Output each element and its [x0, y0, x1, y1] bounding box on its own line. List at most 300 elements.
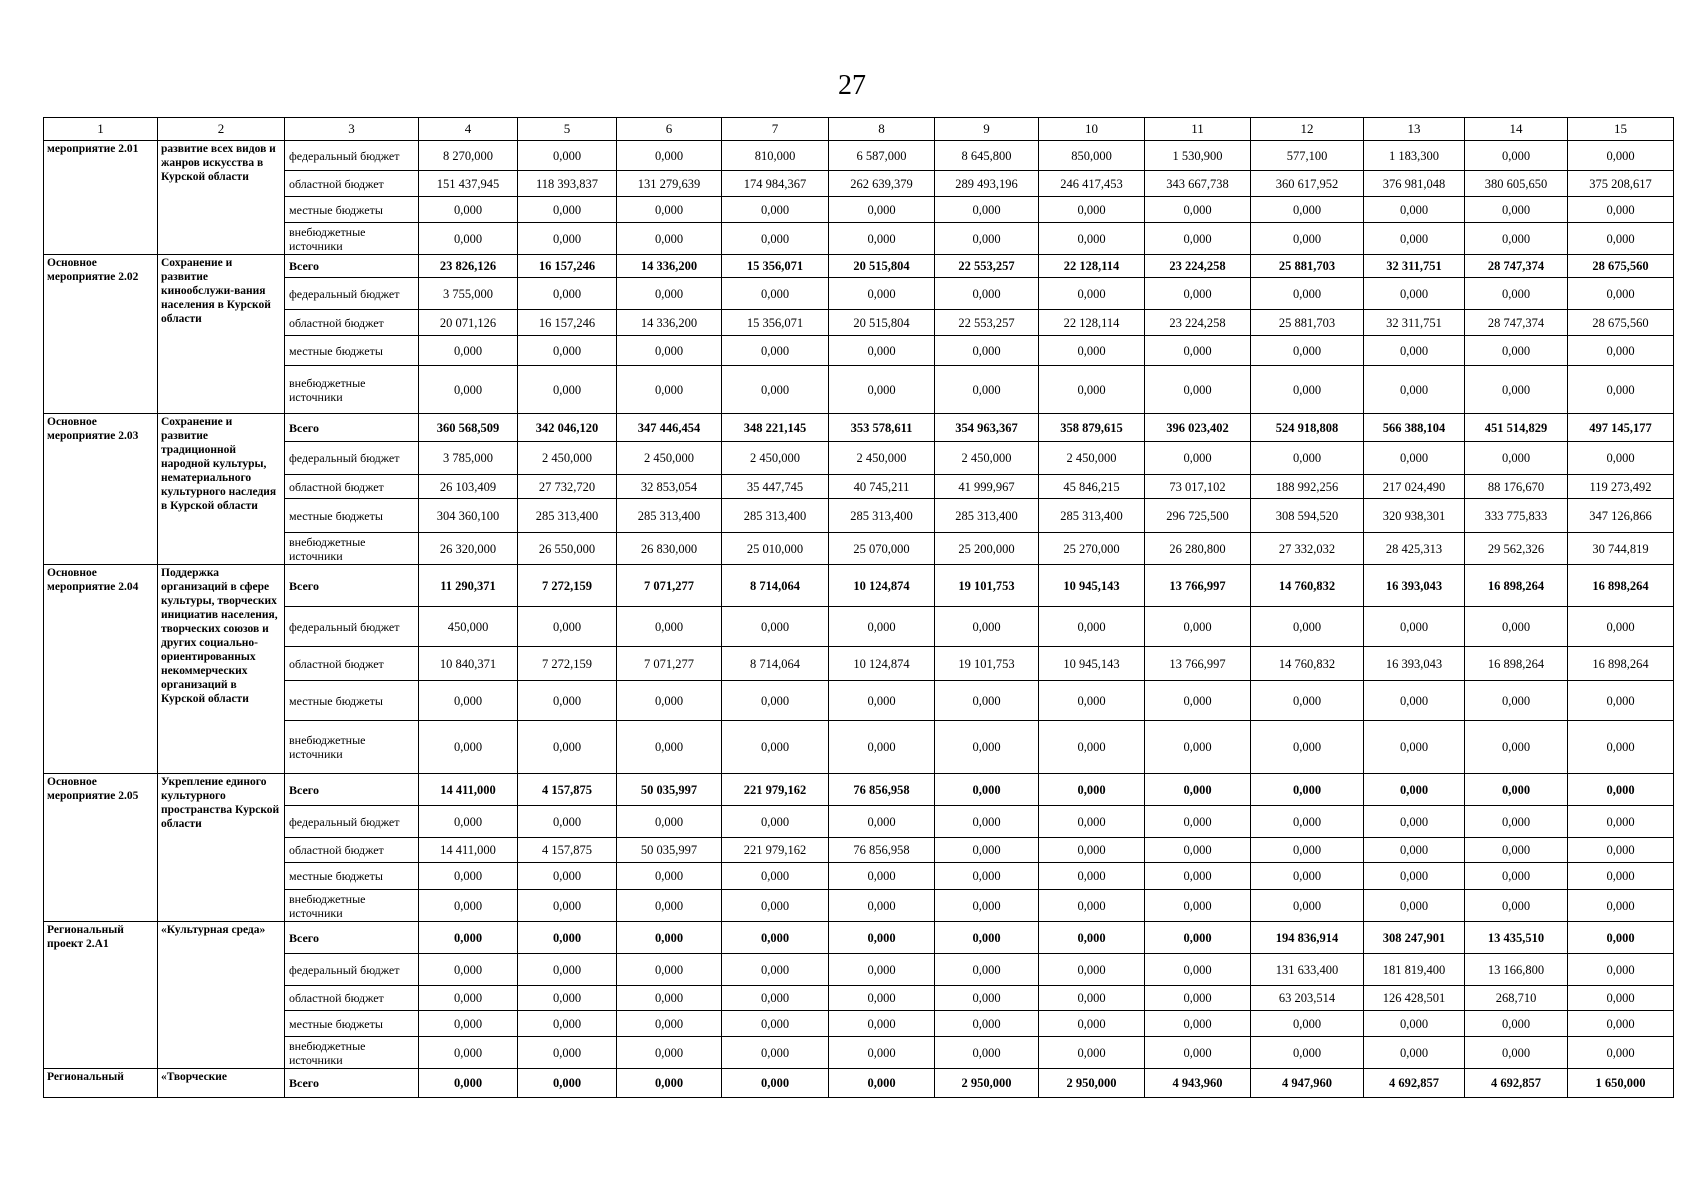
amount-cell: 0,000 — [935, 607, 1039, 647]
amount-cell: 0,000 — [1364, 681, 1465, 721]
amount-cell: 1 183,300 — [1364, 141, 1465, 171]
amount-cell: 1 530,900 — [1145, 141, 1251, 171]
amount-cell: 0,000 — [935, 1037, 1039, 1069]
amount-cell: 0,000 — [617, 607, 722, 647]
amount-cell: 0,000 — [1568, 721, 1674, 774]
amount-cell: 0,000 — [722, 954, 829, 986]
amount-cell: 2 450,000 — [518, 442, 617, 475]
amount-cell: 353 578,611 — [829, 414, 935, 442]
amount-cell: 285 313,400 — [722, 499, 829, 533]
table-row — [44, 890, 1674, 922]
amount-cell: 0,000 — [1465, 863, 1568, 890]
amount-cell: 0,000 — [518, 141, 617, 171]
amount-cell: 0,000 — [1465, 366, 1568, 414]
amount-cell: 0,000 — [1364, 366, 1465, 414]
amount-cell: 285 313,400 — [1039, 499, 1145, 533]
amount-cell: 7 071,277 — [617, 647, 722, 681]
header-cell: 10 — [1039, 118, 1145, 141]
amount-cell: 0,000 — [1039, 1011, 1145, 1037]
amount-cell: 7 272,159 — [518, 647, 617, 681]
funding-source: областной бюджет — [285, 171, 419, 197]
amount-cell: 0,000 — [1364, 1037, 1465, 1069]
amount-cell: 0,000 — [518, 607, 617, 647]
header-cell: 8 — [829, 118, 935, 141]
amount-cell: 0,000 — [419, 223, 518, 255]
table-row — [44, 223, 1674, 255]
header-cell: 9 — [935, 118, 1039, 141]
amount-cell: 0,000 — [1145, 721, 1251, 774]
table-row — [44, 863, 1674, 890]
amount-cell: 0,000 — [1251, 863, 1364, 890]
amount-cell: 0,000 — [722, 863, 829, 890]
funding-source: Всего — [285, 414, 419, 442]
amount-cell: 0,000 — [617, 336, 722, 366]
amount-cell: 0,000 — [1465, 197, 1568, 223]
amount-cell: 0,000 — [1145, 223, 1251, 255]
amount-cell: 50 035,997 — [617, 774, 722, 806]
amount-cell: 0,000 — [518, 863, 617, 890]
amount-cell: 0,000 — [1039, 774, 1145, 806]
amount-cell: 0,000 — [617, 806, 722, 838]
amount-cell: 0,000 — [419, 954, 518, 986]
amount-cell: 850,000 — [1039, 141, 1145, 171]
amount-cell: 174 984,367 — [722, 171, 829, 197]
amount-cell: 10 124,874 — [829, 647, 935, 681]
amount-cell: 0,000 — [935, 774, 1039, 806]
amount-cell: 0,000 — [1465, 890, 1568, 922]
amount-cell: 0,000 — [1568, 336, 1674, 366]
table-row — [44, 197, 1674, 223]
amount-cell: 0,000 — [829, 223, 935, 255]
amount-cell: 10 945,143 — [1039, 647, 1145, 681]
amount-cell: 22 128,114 — [1039, 255, 1145, 278]
amount-cell: 10 840,371 — [419, 647, 518, 681]
amount-cell: 0,000 — [1568, 922, 1674, 954]
amount-cell: 0,000 — [518, 806, 617, 838]
amount-cell: 0,000 — [1364, 1011, 1465, 1037]
amount-cell: 0,000 — [1568, 607, 1674, 647]
amount-cell: 0,000 — [829, 197, 935, 223]
amount-cell: 0,000 — [1251, 336, 1364, 366]
amount-cell: 0,000 — [518, 954, 617, 986]
amount-cell: 4 692,857 — [1465, 1069, 1568, 1098]
amount-cell: 7 071,277 — [617, 565, 722, 607]
amount-cell: 0,000 — [935, 721, 1039, 774]
amount-cell: 0,000 — [1364, 838, 1465, 863]
amount-cell: 0,000 — [935, 954, 1039, 986]
amount-cell: 0,000 — [1465, 278, 1568, 310]
amount-cell: 0,000 — [518, 366, 617, 414]
amount-cell: 0,000 — [1251, 607, 1364, 647]
amount-cell: 0,000 — [1364, 442, 1465, 475]
table-row — [44, 255, 1674, 278]
amount-cell: 0,000 — [1364, 774, 1465, 806]
table-row — [44, 838, 1674, 863]
amount-cell: 0,000 — [935, 336, 1039, 366]
amount-cell: 0,000 — [1039, 681, 1145, 721]
amount-cell: 0,000 — [935, 838, 1039, 863]
measure-name: «Творческие — [158, 1069, 285, 1098]
amount-cell: 0,000 — [1251, 806, 1364, 838]
amount-cell: 0,000 — [1568, 1011, 1674, 1037]
amount-cell: 221 979,162 — [722, 774, 829, 806]
amount-cell: 28 675,560 — [1568, 255, 1674, 278]
amount-cell: 0,000 — [617, 890, 722, 922]
amount-cell: 2 950,000 — [1039, 1069, 1145, 1098]
amount-cell: 0,000 — [1145, 890, 1251, 922]
amount-cell: 25 070,000 — [829, 533, 935, 565]
amount-cell: 0,000 — [518, 1069, 617, 1098]
amount-cell: 0,000 — [722, 1011, 829, 1037]
funding-source: федеральный бюджет — [285, 442, 419, 475]
header-cell: 7 — [722, 118, 829, 141]
amount-cell: 0,000 — [1145, 838, 1251, 863]
amount-cell: 347 446,454 — [617, 414, 722, 442]
amount-cell: 26 280,800 — [1145, 533, 1251, 565]
amount-cell: 6 587,000 — [829, 141, 935, 171]
amount-cell: 0,000 — [1039, 197, 1145, 223]
amount-cell: 25 010,000 — [722, 533, 829, 565]
table-row — [44, 533, 1674, 565]
amount-cell: 285 313,400 — [518, 499, 617, 533]
table-row — [44, 647, 1674, 681]
amount-cell: 4 157,875 — [518, 774, 617, 806]
amount-cell: 73 017,102 — [1145, 475, 1251, 499]
amount-cell: 0,000 — [829, 336, 935, 366]
amount-cell: 15 356,071 — [722, 255, 829, 278]
amount-cell: 0,000 — [1568, 141, 1674, 171]
amount-cell: 23 224,258 — [1145, 310, 1251, 336]
amount-cell: 0,000 — [1568, 806, 1674, 838]
amount-cell: 0,000 — [1145, 197, 1251, 223]
amount-cell: 16 898,264 — [1465, 647, 1568, 681]
amount-cell: 19 101,753 — [935, 647, 1039, 681]
funding-source: местные бюджеты — [285, 681, 419, 721]
amount-cell: 15 356,071 — [722, 310, 829, 336]
amount-cell: 0,000 — [722, 806, 829, 838]
amount-cell: 0,000 — [829, 1037, 935, 1069]
amount-cell: 0,000 — [1465, 838, 1568, 863]
amount-cell: 566 388,104 — [1364, 414, 1465, 442]
measure-name: «Культурная среда» — [158, 922, 285, 1069]
measure-code: Основное мероприятие 2.03 — [44, 414, 158, 565]
amount-cell: 0,000 — [1568, 954, 1674, 986]
amount-cell: 4 157,875 — [518, 838, 617, 863]
amount-cell: 25 881,703 — [1251, 255, 1364, 278]
amount-cell: 0,000 — [518, 223, 617, 255]
amount-cell: 0,000 — [1039, 607, 1145, 647]
amount-cell: 0,000 — [419, 890, 518, 922]
amount-cell: 16 898,264 — [1568, 565, 1674, 607]
funding-source: местные бюджеты — [285, 336, 419, 366]
amount-cell: 2 450,000 — [617, 442, 722, 475]
amount-cell: 32 311,751 — [1364, 310, 1465, 336]
amount-cell: 0,000 — [1251, 197, 1364, 223]
amount-cell: 76 856,958 — [829, 774, 935, 806]
header-cell: 12 — [1251, 118, 1364, 141]
amount-cell: 0,000 — [722, 607, 829, 647]
amount-cell: 451 514,829 — [1465, 414, 1568, 442]
amount-cell: 13 766,997 — [1145, 647, 1251, 681]
amount-cell: 0,000 — [935, 863, 1039, 890]
amount-cell: 14 411,000 — [419, 838, 518, 863]
funding-source: внебюджетные источники — [285, 533, 419, 565]
amount-cell: 63 203,514 — [1251, 986, 1364, 1011]
amount-cell: 0,000 — [1364, 278, 1465, 310]
funding-source: областной бюджет — [285, 838, 419, 863]
amount-cell: 375 208,617 — [1568, 171, 1674, 197]
header-cell: 15 — [1568, 118, 1674, 141]
amount-cell: 0,000 — [935, 922, 1039, 954]
amount-cell: 8 714,064 — [722, 565, 829, 607]
amount-cell: 0,000 — [722, 336, 829, 366]
amount-cell: 23 826,126 — [419, 255, 518, 278]
amount-cell: 0,000 — [419, 197, 518, 223]
amount-cell: 0,000 — [518, 681, 617, 721]
amount-cell: 0,000 — [617, 922, 722, 954]
amount-cell: 7 272,159 — [518, 565, 617, 607]
amount-cell: 221 979,162 — [722, 838, 829, 863]
amount-cell: 0,000 — [1145, 607, 1251, 647]
amount-cell: 76 856,958 — [829, 838, 935, 863]
amount-cell: 0,000 — [1039, 954, 1145, 986]
amount-cell: 0,000 — [1145, 954, 1251, 986]
amount-cell: 0,000 — [617, 721, 722, 774]
amount-cell: 0,000 — [518, 1011, 617, 1037]
amount-cell: 0,000 — [1465, 1037, 1568, 1069]
amount-cell: 0,000 — [1251, 681, 1364, 721]
table-row — [44, 721, 1674, 774]
amount-cell: 0,000 — [419, 366, 518, 414]
amount-cell: 0,000 — [1364, 223, 1465, 255]
amount-cell: 0,000 — [1568, 838, 1674, 863]
funding-source: федеральный бюджет — [285, 278, 419, 310]
amount-cell: 0,000 — [1251, 1037, 1364, 1069]
amount-cell: 0,000 — [1145, 863, 1251, 890]
amount-cell: 23 224,258 — [1145, 255, 1251, 278]
amount-cell: 810,000 — [722, 141, 829, 171]
amount-cell: 0,000 — [1251, 442, 1364, 475]
amount-cell: 0,000 — [617, 278, 722, 310]
table-row — [44, 922, 1674, 954]
amount-cell: 0,000 — [1465, 721, 1568, 774]
amount-cell: 308 594,520 — [1251, 499, 1364, 533]
amount-cell: 26 550,000 — [518, 533, 617, 565]
amount-cell: 26 103,409 — [419, 475, 518, 499]
amount-cell: 26 830,000 — [617, 533, 722, 565]
amount-cell: 0,000 — [1568, 986, 1674, 1011]
header-cell: 13 — [1364, 118, 1465, 141]
amount-cell: 0,000 — [1568, 681, 1674, 721]
amount-cell: 0,000 — [1145, 336, 1251, 366]
amount-cell: 0,000 — [829, 721, 935, 774]
amount-cell: 0,000 — [1039, 986, 1145, 1011]
amount-cell: 0,000 — [829, 890, 935, 922]
header-cell: 11 — [1145, 118, 1251, 141]
funding-source: областной бюджет — [285, 986, 419, 1011]
amount-cell: 32 311,751 — [1364, 255, 1465, 278]
amount-cell: 0,000 — [1364, 607, 1465, 647]
amount-cell: 347 126,866 — [1568, 499, 1674, 533]
measure-code: Основное мероприятие 2.04 — [44, 565, 158, 774]
amount-cell: 16 157,246 — [518, 255, 617, 278]
amount-cell: 358 879,615 — [1039, 414, 1145, 442]
amount-cell: 0,000 — [722, 986, 829, 1011]
amount-cell: 27 732,720 — [518, 475, 617, 499]
amount-cell: 0,000 — [518, 1037, 617, 1069]
funding-source: Всего — [285, 565, 419, 607]
funding-source: Всего — [285, 255, 419, 278]
funding-source: внебюджетные источники — [285, 890, 419, 922]
amount-cell: 30 744,819 — [1568, 533, 1674, 565]
amount-cell: 0,000 — [935, 986, 1039, 1011]
amount-cell: 8 714,064 — [722, 647, 829, 681]
funding-source: областной бюджет — [285, 475, 419, 499]
amount-cell: 41 999,967 — [935, 475, 1039, 499]
amount-cell: 524 918,808 — [1251, 414, 1364, 442]
amount-cell: 396 023,402 — [1145, 414, 1251, 442]
amount-cell: 0,000 — [1251, 1011, 1364, 1037]
amount-cell: 40 745,211 — [829, 475, 935, 499]
amount-cell: 0,000 — [1145, 806, 1251, 838]
amount-cell: 380 605,650 — [1465, 171, 1568, 197]
amount-cell: 0,000 — [1251, 890, 1364, 922]
table-row — [44, 442, 1674, 475]
table-row — [44, 986, 1674, 1011]
amount-cell: 0,000 — [1568, 1037, 1674, 1069]
header-cell: 3 — [285, 118, 419, 141]
header-cell: 5 — [518, 118, 617, 141]
amount-cell: 0,000 — [1465, 141, 1568, 171]
amount-cell: 0,000 — [1039, 1037, 1145, 1069]
funding-source: внебюджетные источники — [285, 1037, 419, 1069]
amount-cell: 19 101,753 — [935, 565, 1039, 607]
measure-name: Сохранение и развитие кинообслужи-вания населения в Курской области — [158, 255, 285, 414]
table-row — [44, 336, 1674, 366]
amount-cell: 8 645,800 — [935, 141, 1039, 171]
amount-cell: 0,000 — [829, 1069, 935, 1098]
table-row — [44, 171, 1674, 197]
funding-source: внебюджетные источники — [285, 366, 419, 414]
amount-cell: 0,000 — [829, 922, 935, 954]
amount-cell: 0,000 — [722, 1037, 829, 1069]
amount-cell: 20 515,804 — [829, 310, 935, 336]
amount-cell: 14 336,200 — [617, 255, 722, 278]
amount-cell: 348 221,145 — [722, 414, 829, 442]
amount-cell: 0,000 — [1465, 1011, 1568, 1037]
amount-cell: 0,000 — [419, 1011, 518, 1037]
amount-cell: 0,000 — [617, 1037, 722, 1069]
amount-cell: 0,000 — [518, 890, 617, 922]
amount-cell: 4 943,960 — [1145, 1069, 1251, 1098]
amount-cell: 0,000 — [1465, 681, 1568, 721]
amount-cell: 0,000 — [518, 278, 617, 310]
funding-source: местные бюджеты — [285, 1011, 419, 1037]
amount-cell: 3 755,000 — [419, 278, 518, 310]
funding-source: местные бюджеты — [285, 499, 419, 533]
amount-cell: 0,000 — [1251, 721, 1364, 774]
amount-cell: 0,000 — [1568, 774, 1674, 806]
amount-cell: 0,000 — [518, 986, 617, 1011]
amount-cell: 4 692,857 — [1364, 1069, 1465, 1098]
amount-cell: 285 313,400 — [829, 499, 935, 533]
amount-cell: 194 836,914 — [1251, 922, 1364, 954]
amount-cell: 22 553,257 — [935, 310, 1039, 336]
amount-cell: 0,000 — [1251, 838, 1364, 863]
amount-cell: 289 493,196 — [935, 171, 1039, 197]
amount-cell: 4 947,960 — [1251, 1069, 1364, 1098]
amount-cell: 577,100 — [1251, 141, 1364, 171]
amount-cell: 45 846,215 — [1039, 475, 1145, 499]
amount-cell: 0,000 — [1039, 336, 1145, 366]
amount-cell: 14 760,832 — [1251, 647, 1364, 681]
amount-cell: 0,000 — [1364, 336, 1465, 366]
amount-cell: 13 766,997 — [1145, 565, 1251, 607]
amount-cell: 0,000 — [1145, 366, 1251, 414]
amount-cell: 0,000 — [1465, 223, 1568, 255]
amount-cell: 497 145,177 — [1568, 414, 1674, 442]
amount-cell: 0,000 — [722, 890, 829, 922]
measure-name: Сохранение и развитие традиционной народной культуры, нематериального культурного наследия в Курской области — [158, 414, 285, 565]
amount-cell: 0,000 — [1039, 863, 1145, 890]
funding-source: федеральный бюджет — [285, 954, 419, 986]
amount-cell: 360 617,952 — [1251, 171, 1364, 197]
budget-table — [43, 117, 1674, 1098]
amount-cell: 0,000 — [1251, 278, 1364, 310]
table-row — [44, 1037, 1674, 1069]
table-row — [44, 310, 1674, 336]
amount-cell: 11 290,371 — [419, 565, 518, 607]
amount-cell: 333 775,833 — [1465, 499, 1568, 533]
amount-cell: 0,000 — [617, 863, 722, 890]
header-cell: 6 — [617, 118, 722, 141]
funding-source: федеральный бюджет — [285, 806, 419, 838]
amount-cell: 0,000 — [1465, 774, 1568, 806]
amount-cell: 0,000 — [1039, 806, 1145, 838]
amount-cell: 25 200,000 — [935, 533, 1039, 565]
amount-cell: 0,000 — [1465, 607, 1568, 647]
amount-cell: 0,000 — [617, 954, 722, 986]
amount-cell: 0,000 — [1568, 442, 1674, 475]
amount-cell: 16 898,264 — [1465, 565, 1568, 607]
amount-cell: 0,000 — [617, 366, 722, 414]
amount-cell: 246 417,453 — [1039, 171, 1145, 197]
amount-cell: 25 270,000 — [1039, 533, 1145, 565]
amount-cell: 0,000 — [419, 1037, 518, 1069]
amount-cell: 131 633,400 — [1251, 954, 1364, 986]
header-cell: 1 — [44, 118, 158, 141]
amount-cell: 16 393,043 — [1364, 565, 1465, 607]
amount-cell: 0,000 — [617, 223, 722, 255]
amount-cell: 0,000 — [829, 681, 935, 721]
amount-cell: 0,000 — [1364, 806, 1465, 838]
funding-source: внебюджетные источники — [285, 721, 419, 774]
amount-cell: 27 332,032 — [1251, 533, 1364, 565]
amount-cell: 0,000 — [518, 197, 617, 223]
measure-code: Основное мероприятие 2.02 — [44, 255, 158, 414]
amount-cell: 0,000 — [935, 681, 1039, 721]
amount-cell: 360 568,509 — [419, 414, 518, 442]
amount-cell: 88 176,670 — [1465, 475, 1568, 499]
measure-code: Основное мероприятие 2.05 — [44, 774, 158, 922]
amount-cell: 35 447,745 — [722, 475, 829, 499]
amount-cell: 28 747,374 — [1465, 255, 1568, 278]
funding-source: Всего — [285, 1069, 419, 1098]
amount-cell: 304 360,100 — [419, 499, 518, 533]
page-number: 27 — [838, 70, 866, 101]
funding-source: внебюджетные источники — [285, 223, 419, 255]
amount-cell: 0,000 — [419, 1069, 518, 1098]
